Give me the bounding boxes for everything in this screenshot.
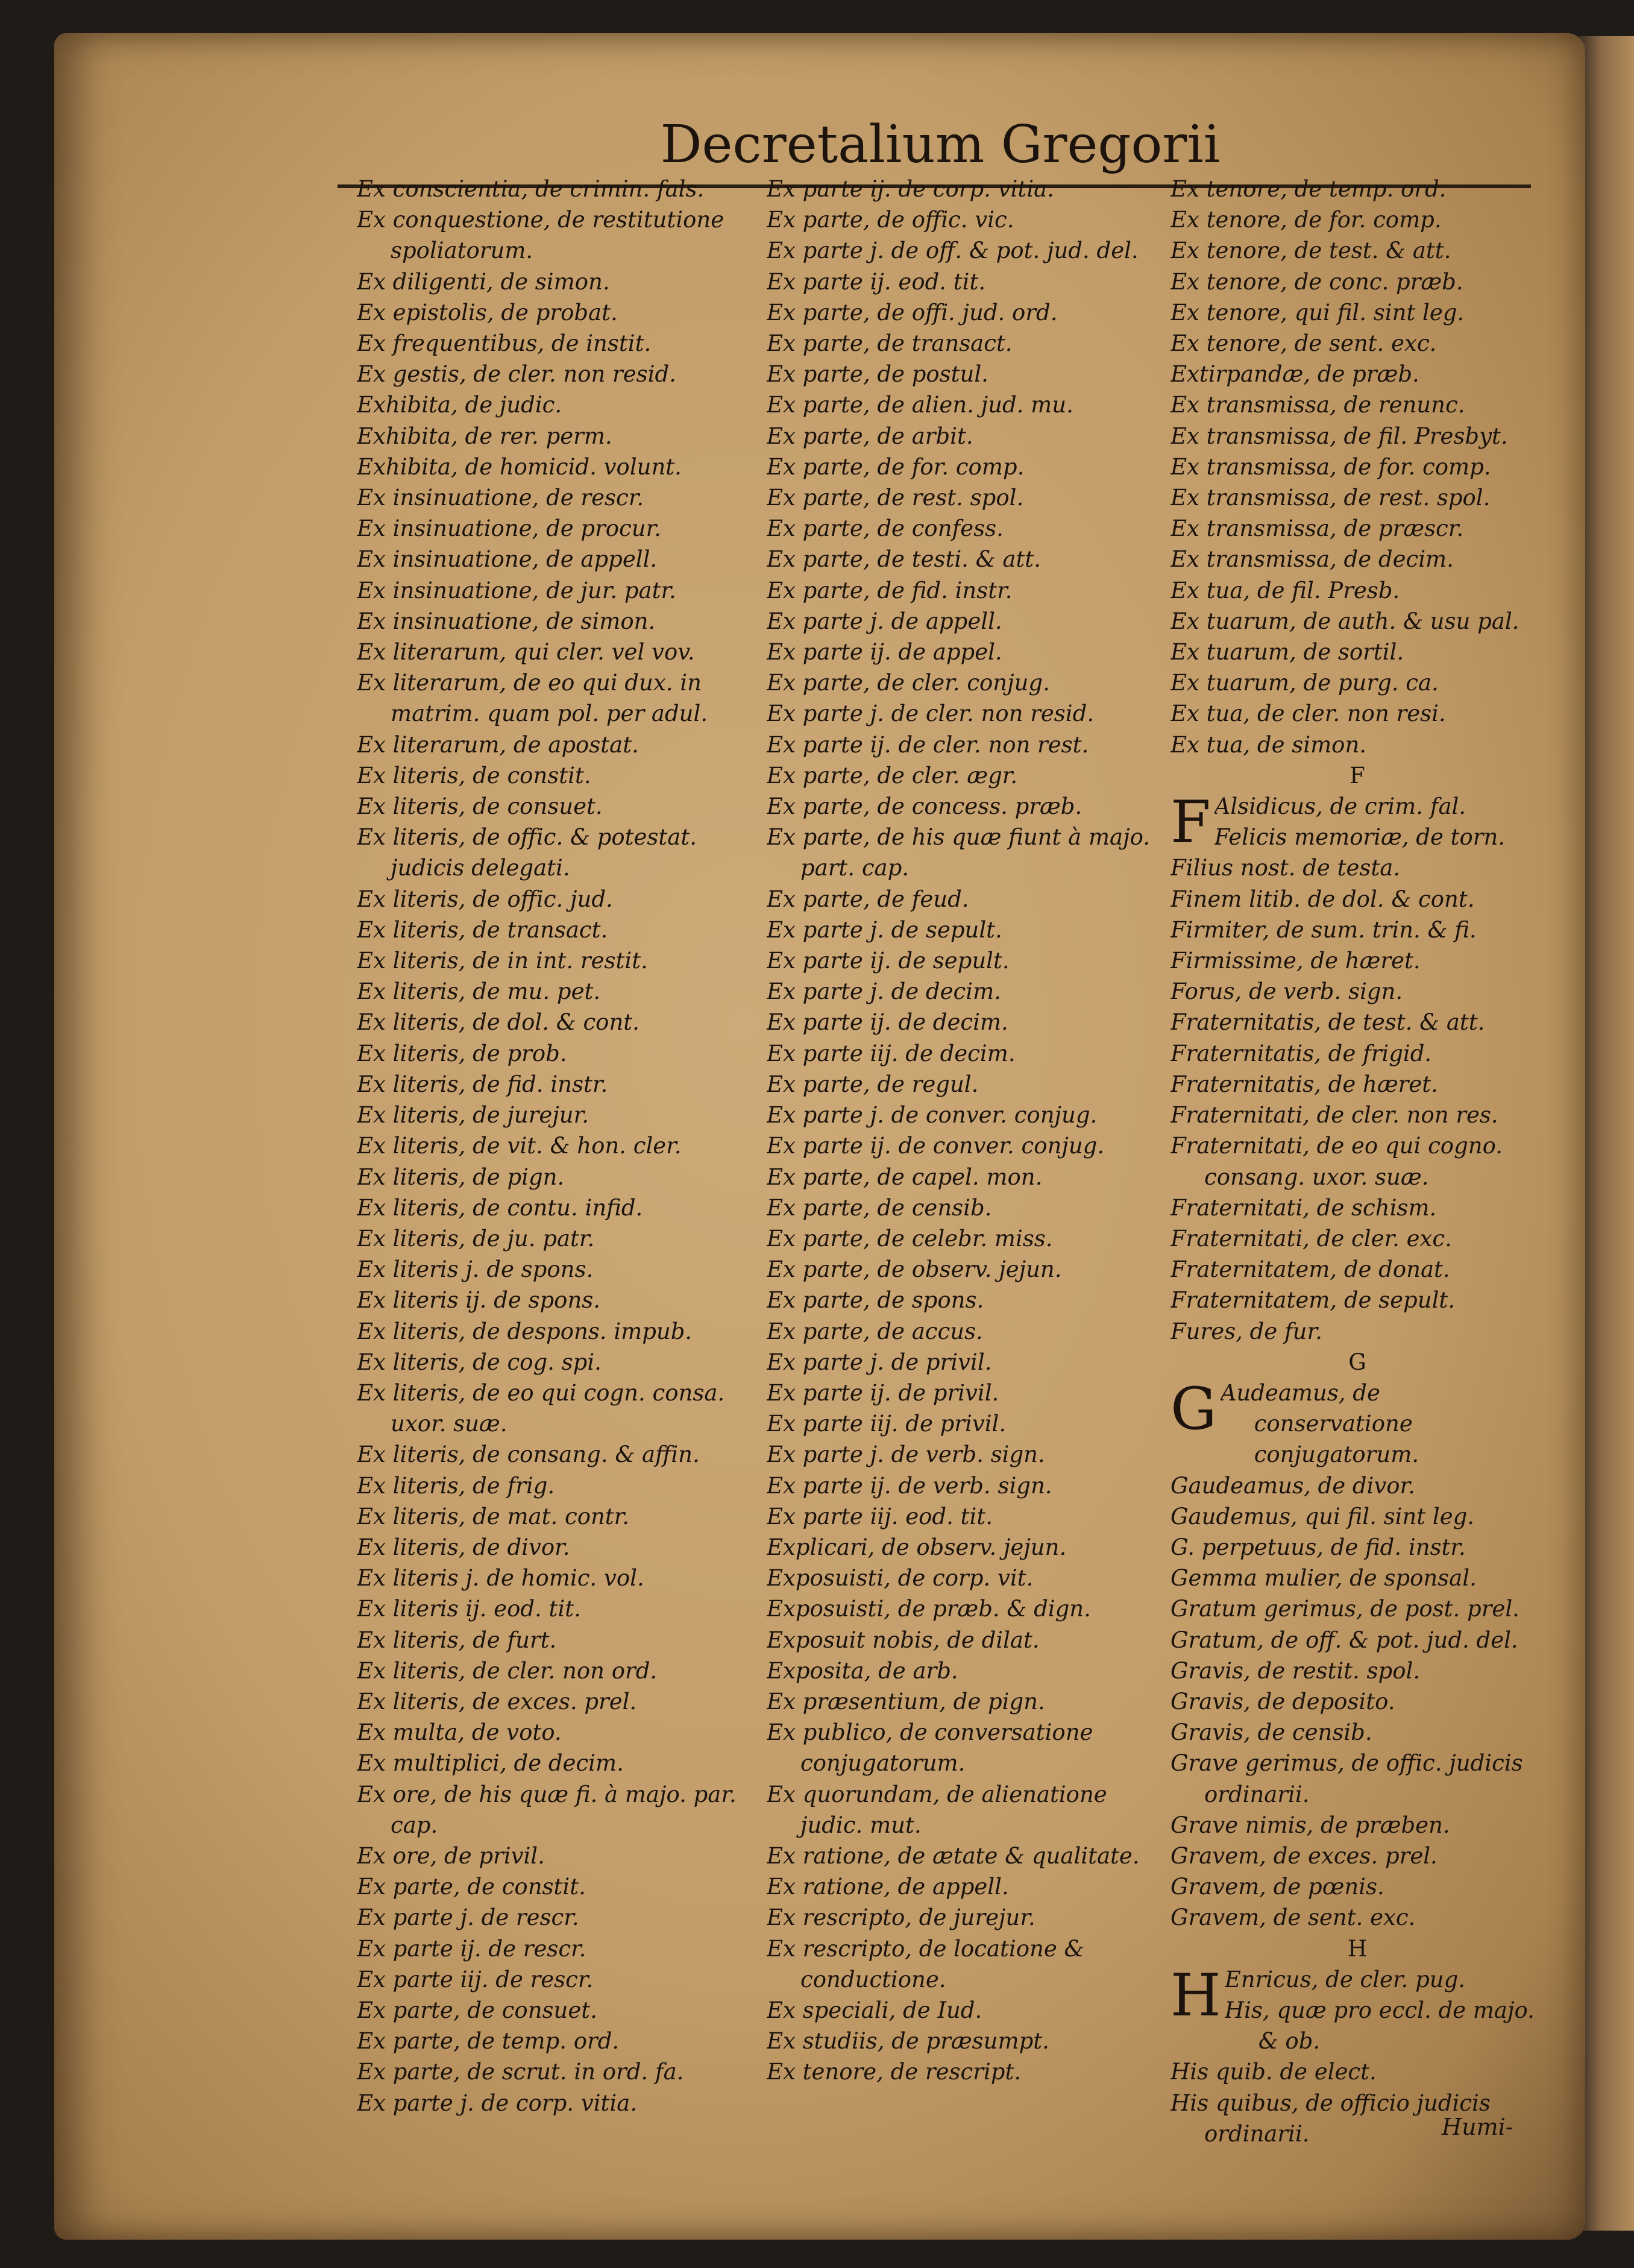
index-entry: Ex parte iij. de privil. (767, 1411, 1007, 1437)
index-entry: His quib. de elect. (1171, 2059, 1377, 2085)
index-entry: Gemma mulier, de sponsal. (1171, 1565, 1477, 1592)
index-entry: Forus, de verb. sign. (1171, 978, 1403, 1005)
index-entry: Alsidicus, de crim. fal. (1214, 793, 1466, 820)
index-entry: Gravem, de exces. prel. (1171, 1842, 1438, 1869)
index-entry: Ex literis, de offic. & potestat. judicis delegati. (357, 824, 697, 881)
index-entry: Filius nost. de testa. (1171, 855, 1401, 881)
index-entry: Ex literis, de jurejur. (357, 1102, 589, 1129)
index-entry: Ex publico, de conversatione conjugatorum. (767, 1719, 1093, 1777)
index-entry: Fraternitatem, de sepult. (1171, 1287, 1456, 1314)
index-entry: Ex insinuatione, de appell. (357, 546, 658, 573)
drop-cap-h: H (1171, 1961, 1221, 2029)
index-entry: Gravis, de censib. (1171, 1719, 1372, 1746)
index-entry: Ex literis, de divor. (357, 1534, 570, 1560)
index-entry: Ex parte ij. de verb. sign. (767, 1472, 1052, 1499)
running-header: Decretalium Gregorii (660, 115, 1221, 175)
index-entry: Ex parte, de temp. ord. (357, 2028, 620, 2055)
index-entry: Ex parte ij. de privil. (767, 1379, 999, 1406)
index-entry: Ex literis, de furt. (357, 1627, 557, 1653)
index-entry: Ex parte, de regul. (767, 1071, 979, 1097)
index-entry: Ex parte, de offi. jud. ord. (767, 299, 1058, 326)
index-entry: Ex parte j. de rescr. (357, 1904, 579, 1931)
section-letter-f: F (1350, 762, 1365, 789)
index-entry: Ex transmissa, de for. comp. (1171, 453, 1491, 480)
index-entry: Grave nimis, de præben. (1171, 1812, 1450, 1838)
index-entry: Ex literis, de transact. (357, 916, 608, 943)
index-entry: Fraternitati, de cler. exc. (1171, 1225, 1452, 1252)
index-entry: Ex parte j. de conver. conjug. (767, 1102, 1098, 1129)
index-entry: Ex parte ij. de corp. vitia. (767, 176, 1054, 202)
index-entry: Ex diligenti, de simon. (357, 268, 610, 295)
index-entry: Ex literarum, qui cler. vel vov. (357, 639, 695, 666)
index-entry: Ex præsentium, de pign. (767, 1688, 1045, 1715)
index-entry: Ex multa, de voto. (357, 1719, 562, 1746)
index-entry: Explicari, de observ. jejun. (767, 1534, 1067, 1560)
index-entry: Ex conscientia, de crimin. fals. (357, 176, 705, 202)
index-entry: Exposita, de arb. (767, 1657, 958, 1684)
index-entry: Exhibita, de homicid. volunt. (357, 453, 682, 480)
index-entry: Ex literis, de ju. patr. (357, 1225, 595, 1252)
index-entry: Ex insinuatione, de simon. (357, 608, 656, 634)
index-entry: Ex parte, de rest. spol. (767, 485, 1024, 511)
index-entry: Ex tuarum, de sortil. (1171, 639, 1404, 666)
index-entry: Exhibita, de judic. (357, 392, 562, 418)
index-entry: Ex literis, de offic. jud. (357, 886, 613, 912)
index-entry: Gravis, de restit. spol. (1171, 1657, 1421, 1684)
index-entry: Ex tenore, de conc. præb. (1171, 268, 1463, 295)
index-entry: Ex ratione, de ætate & qualitate. (767, 1842, 1140, 1869)
index-entry: Ex parte, de alien. jud. mu. (767, 392, 1073, 418)
index-entry: Ex parte, de celebr. miss. (767, 1225, 1053, 1252)
index-entry: Ex parte, de constit. (357, 1874, 586, 1900)
index-entry: Ex ratione, de appell. (767, 1874, 1009, 1900)
index-entry: Ex transmissa, de renunc. (1171, 392, 1465, 418)
index-entry: Ex parte iij. de decim. (767, 1040, 1016, 1066)
index-entry: Ex transmissa, de præscr. (1171, 515, 1464, 542)
index-entry: Gratum, de off. & pot. jud. del. (1171, 1627, 1518, 1653)
index-column-2 (767, 174, 1152, 2088)
index-entry: Ex studiis, de præsumpt. (767, 2028, 1049, 2055)
index-entry: Ex literis, de dol. & cont. (357, 1009, 639, 1036)
index-entry: Ex rescripto, de jurejur. (767, 1904, 1035, 1931)
index-entry: Fraternitati, de schism. (1171, 1194, 1437, 1221)
index-entry: Ex multiplici, de decim. (357, 1750, 624, 1777)
index-entry: Ex parte j. de privil. (767, 1349, 992, 1375)
index-entry: Ex parte j. de verb. sign. (767, 1441, 1045, 1468)
index-entry: Ex literarum, de apostat. (357, 731, 639, 758)
index-entry: Ex rescripto, de locatione & conductione. (767, 1935, 1084, 1992)
index-entry: Ex parte, de capel. mon. (767, 1164, 1043, 1190)
index-entry: Ex tenore, de temp. ord. (1171, 176, 1447, 202)
section-letter-h: H (1347, 1935, 1368, 1962)
index-entry: Ex parte, de cler. ægr. (767, 762, 1018, 789)
index-entry: Ex tenore, de test. & att. (1171, 238, 1451, 264)
index-entry: Ex insinuatione, de jur. patr. (357, 577, 676, 603)
index-entry: Ex ore, de privil. (357, 1842, 545, 1869)
index-entry: His quibus, de officio judicis ordinarii. (1171, 2090, 1491, 2147)
index-entry: Fures, de fur. (1171, 1318, 1322, 1344)
index-entry: Ex literis, de contu. infid. (357, 1194, 643, 1221)
index-entry: Exposuisti, de præb. & dign. (767, 1596, 1091, 1622)
index-entry: Audeamus, de conservatione conjugatorum. (1220, 1379, 1419, 1468)
index-entry: Ex parte ij. de cler. non rest. (767, 731, 1089, 758)
index-entry: Fraternitatem, de donat. (1171, 1256, 1450, 1283)
index-entry: Ex literis, de despons. impub. (357, 1318, 693, 1344)
index-entry: Ex parte, de transact. (767, 330, 1013, 357)
index-entry: Gravis, de deposito. (1171, 1688, 1395, 1715)
index-entry: Ex frequentibus, de instit. (357, 330, 652, 357)
index-entry: Ex quorundam, de alienatione judic. mut. (767, 1781, 1107, 1838)
index-entry: Ex tua, de fil. Presb. (1171, 577, 1400, 603)
index-entry: Ex transmissa, de rest. spol. (1171, 485, 1491, 511)
index-entry: Exposuisti, de corp. vit. (767, 1565, 1034, 1592)
index-entry: Ex parte, de offic. vic. (767, 207, 1014, 233)
index-entry: G. perpetuus, de fid. instr. (1171, 1534, 1466, 1560)
index-entry: Ex literis, de mu. pet. (357, 978, 601, 1005)
index-entry: Ex parte ij. de sepult. (767, 948, 1010, 974)
index-entry: Ex literis, de prob. (357, 1040, 567, 1066)
section-f-opening (1171, 789, 1544, 857)
index-entry: Ex literis, de eo qui cogn. consa. uxor. suæ. (357, 1379, 725, 1437)
index-entry: Ex parte, de confess. (767, 515, 1004, 542)
index-entry: Ex parte, de his quæ fiunt à majo. part. cap. (767, 824, 1150, 881)
index-entry: Ex literis, de cog. spi. (357, 1349, 602, 1375)
index-entry: Ex parte, de postul. (767, 361, 988, 388)
drop-cap-g: G (1171, 1375, 1217, 1443)
index-entry: Ex parte, de observ. jejun. (767, 1256, 1062, 1283)
index-entry: Ex tenore, qui fil. sint leg. (1171, 299, 1465, 326)
index-entry: Ex tua, de cler. non resi. (1171, 701, 1446, 727)
index-entry: Ex parte j. de sepult. (767, 916, 1002, 943)
index-entry: Ex literis, de vit. & hon. cler. (357, 1133, 682, 1159)
index-entry: Ex literis j. de homic. vol. (357, 1565, 644, 1592)
index-entry: Ex parte, de accus. (767, 1318, 983, 1344)
index-entry: Ex literis, de consuet. (357, 793, 603, 820)
index-entry: Ex ore, de his quæ fi. à majo. par. cap. (357, 1781, 737, 1838)
index-entry: Ex transmissa, de decim. (1171, 546, 1454, 573)
index-entry: Gratum gerimus, de post. prel. (1171, 1596, 1519, 1622)
section-h-opening (1171, 1961, 1544, 2057)
index-entry: Ex parte, de for. comp. (767, 453, 1025, 480)
index-entry: Fraternitatis, de frigid. (1171, 1040, 1432, 1066)
index-entry: Ex insinuatione, de rescr. (357, 485, 644, 511)
index-entry: Ex literis, de cler. non ord. (357, 1657, 658, 1684)
index-entry: Ex parte, de testi. & att. (767, 546, 1041, 573)
index-entry: Ex parte iij. eod. tit. (767, 1503, 993, 1529)
index-entry: Ex literis j. de spons. (357, 1256, 594, 1283)
index-entry: Ex tenore, de rescript. (767, 2059, 1022, 2085)
index-entry: Ex tuarum, de auth. & usu pal. (1171, 608, 1519, 634)
index-entry: Ex parte, de feud. (767, 886, 969, 912)
index-entry: Ex parte iij. de rescr. (357, 1966, 594, 1992)
index-entry: Ex tuarum, de purg. ca. (1171, 670, 1439, 696)
index-entry: Ex gestis, de cler. non resid. (357, 361, 676, 388)
index-entry: Extirpandæ, de præb. (1171, 361, 1419, 388)
index-entry: Ex epistolis, de probat. (357, 299, 618, 326)
drop-cap-f: F (1171, 789, 1211, 857)
catchword: Humi- (1442, 2114, 1513, 2140)
index-entry: Gravem, de pœnis. (1171, 1874, 1384, 1900)
index-entry: Ex parte j. de decim. (767, 978, 1001, 1005)
index-entry: Fraternitati, de cler. non res. (1171, 1102, 1498, 1129)
next-page-edge (1579, 36, 1634, 2231)
index-entry: Ex parte j. de appell. (767, 608, 1002, 634)
index-entry: Ex insinuatione, de procur. (357, 515, 661, 542)
index-entry: Ex literis, de in int. restit. (357, 948, 648, 974)
index-entry: Ex tenore, de for. comp. (1171, 207, 1442, 233)
index-entry: Ex literis, de mat. contr. (357, 1503, 630, 1529)
index-entry: Grave gerimus, de offic. judicis ordinarii. (1171, 1750, 1523, 1807)
index-entry: Ex literis ij. eod. tit. (357, 1596, 581, 1622)
index-entry: Ex parte j. de corp. vitia. (357, 2090, 638, 2116)
index-column-1 (357, 174, 743, 2118)
index-entry: Ex literis, de exces. prel. (357, 1688, 637, 1715)
index-entry: Ex parte ij. de conver. conjug. (767, 1133, 1105, 1159)
index-entry: Ex parte, de scrut. in ord. fa. (357, 2059, 684, 2085)
index-entry: Exhibita, de rer. perm. (357, 423, 612, 449)
index-entry: Ex parte, de spons. (767, 1287, 984, 1314)
index-entry: Ex parte ij. eod. tit. (767, 268, 986, 295)
index-entry: Finem litib. de dol. & cont. (1171, 886, 1475, 912)
index-entry: Gravem, de sent. exc. (1171, 1904, 1416, 1931)
index-entry: Ex parte ij. de decim. (767, 1009, 1008, 1036)
index-entry: Gaudemus, qui fil. sint leg. (1171, 1503, 1475, 1529)
index-entry: Ex parte j. de cler. non resid. (767, 701, 1095, 727)
index-entry: Ex parte, de arbit. (767, 423, 973, 449)
index-entry: Ex parte, de censib. (767, 1194, 992, 1221)
index-entry: Ex literis ij. de spons. (357, 1287, 601, 1314)
index-entry: Ex parte j. de off. & pot. jud. del. (767, 238, 1139, 264)
index-entry: Fraternitati, de eo qui cogno. consang. uxor. suæ. (1171, 1133, 1503, 1190)
index-entry: Ex literis, de fid. instr. (357, 1071, 608, 1097)
index-entry: Ex parte, de cler. conjug. (767, 670, 1050, 696)
index-entry: Fraternitatis, de test. & att. (1171, 1009, 1485, 1036)
index-entry: Exposuit nobis, de dilat. (767, 1627, 1040, 1653)
index-entry: Ex parte, de consuet. (357, 1997, 597, 2023)
index-entry: Ex literis, de constit. (357, 762, 591, 789)
index-entry: Ex literarum, de eo qui dux. in matrim. quam pol. per adul. (357, 670, 708, 727)
index-entry: Ex parte ij. de rescr. (357, 1935, 586, 1962)
index-entry: Ex speciali, de Iud. (767, 1997, 982, 2023)
index-entry: Ex conquestione, de restitutione spoliatorum. (357, 207, 724, 264)
index-entry: Ex transmissa, de fil. Presbyt. (1171, 423, 1508, 449)
index-column-3 (1171, 174, 1544, 2149)
index-entry: Ex tenore, de sent. exc. (1171, 330, 1437, 357)
index-entry: Ex literis, de pign. (357, 1164, 565, 1190)
section-g-opening (1171, 1375, 1544, 1470)
index-entry: Ex parte, de concess. præb. (767, 793, 1083, 820)
index-entry: Ex literis, de consang. & affin. (357, 1441, 700, 1468)
index-entry: Firmissime, de hæret. (1171, 948, 1421, 974)
index-entry: Firmiter, de sum. trin. & fi. (1171, 916, 1477, 943)
index-entry: His, quæ pro eccl. de majo. & ob. (1224, 1997, 1535, 2055)
index-entry: Ex parte ij. de appel. (767, 639, 1002, 666)
index-entry: Ex literis, de frig. (357, 1472, 555, 1499)
index-entry: Ex tua, de simon. (1171, 731, 1367, 758)
index-entry: Fraternitatis, de hæret. (1171, 1071, 1438, 1097)
section-letter-g: G (1348, 1349, 1366, 1375)
index-entry: Gaudeamus, de divor. (1171, 1472, 1415, 1499)
index-entry: Ex parte, de fid. instr. (767, 577, 1013, 603)
index-entry: Felicis memoriæ, de torn. (1214, 824, 1506, 851)
index-entry: Enricus, de cler. pug. (1224, 1966, 1466, 1992)
